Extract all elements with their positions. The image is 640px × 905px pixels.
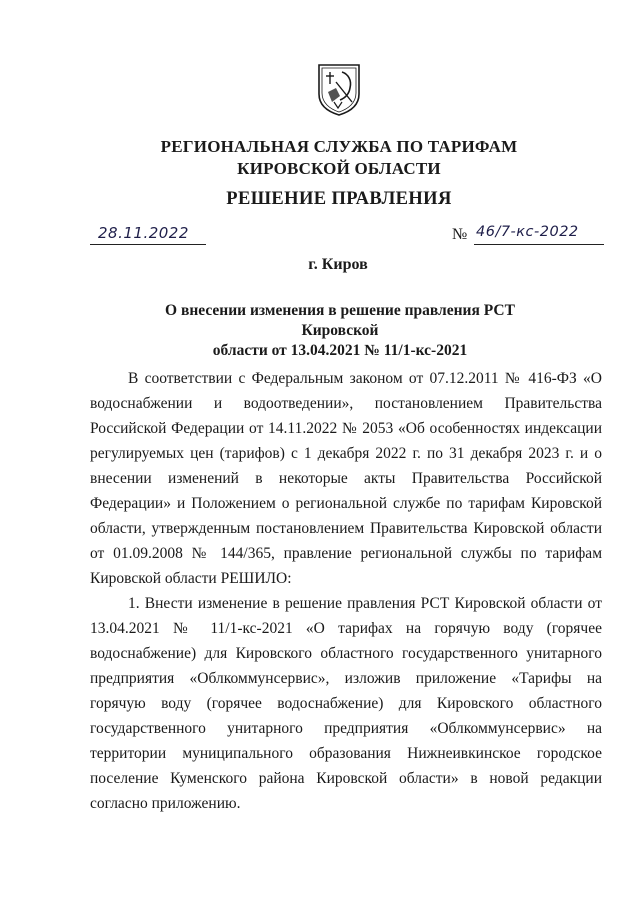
subject-line-2: области от 13.04.2021 № 11/1-кс-2021 [212, 342, 468, 359]
number-sign: № [452, 226, 468, 243]
number-value: 46/7-кс-2022 [476, 224, 579, 240]
document-title: РЕШЕНИЕ ПРАВЛЕНИЯ [226, 189, 452, 209]
date-field [90, 224, 206, 245]
body-paragraph-1: В соответствии с Федеральным законом от 07.12.2011 № 416-ФЗ «О водоснабжении и водоотведении», постановлением Правительства Российской Федерации от 14.11.2022 № 2053 «Об особенностях индексации регулируемых цен (тарифов) с 1 декабря 2022 г. по 31 декабря 2023 г. и о внесении изменений в некоторые акты Правительства Российской Федерации» и Положением о региональной службе по тарифам Кировской области, утвержденным постановлением Правительства Кировской области от 01.09.2008 № 144/365, правление региональной службы по тарифам Кировской области РЕШИЛО: [90, 370, 602, 587]
city: г. Киров [308, 256, 368, 273]
date-value: 28.11.2022 [98, 224, 189, 242]
number-field [452, 224, 604, 246]
body-paragraph-2: 1. Внести изменение в решение правления РСТ Кировской области от 13.04.2021 № 11/1-кс-2021 «О тарифах на горячую воду (горячее водоснабжение) для Кировского областного государственного унитарного предприятия «Облкоммунсервис», изложив приложение «Тарифы на горячую воду (горячее водоснабжение) для Кировского областного государственного унитарного предприятия «Облкоммунсервис» на территории муниципального образования Нижнеивкинское городское поселение Куменского района Кировской области» в новой редакции согласно приложению. [90, 595, 602, 812]
org-line-2: КИРОВСКОЙ ОБЛАСТИ [237, 159, 441, 178]
document-subject [130, 301, 550, 361]
organization-name [0, 136, 640, 180]
number-underline [474, 224, 604, 245]
subject-line-1: О внесении изменения в решение правления РСТ Кировской [165, 302, 515, 339]
org-line-1: РЕГИОНАЛЬНАЯ СЛУЖБА ПО ТАРИФАМ [160, 137, 518, 156]
kirov-coat-of-arms-icon [316, 62, 362, 116]
document-body [90, 366, 602, 816]
